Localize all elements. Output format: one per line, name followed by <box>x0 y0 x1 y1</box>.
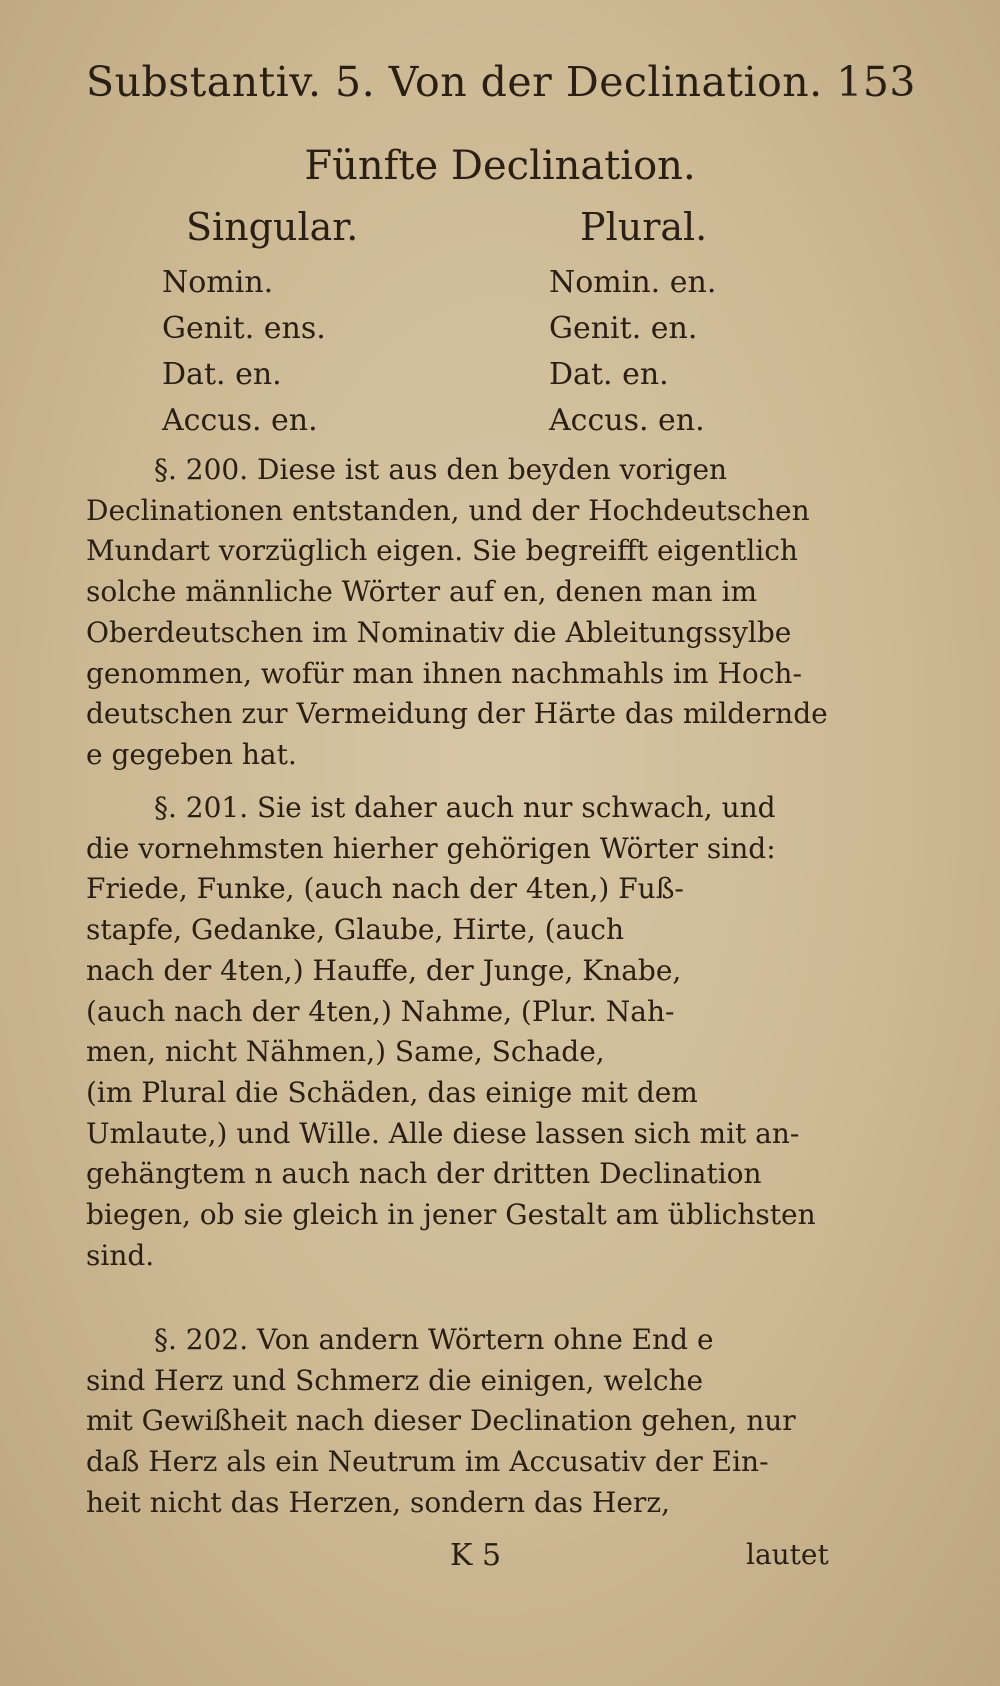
case-plural: Nomin. en. <box>549 265 717 300</box>
text-line: heit nicht das Herzen, sondern das Herz, <box>86 1485 670 1519</box>
case-plural: Accus. en. <box>549 403 705 438</box>
running-header: Substantiv. 5. Von der Declination. 153 <box>86 58 916 106</box>
text-line: Mundart vorzüglich eigen. Sie begreifft eigentlich <box>86 534 798 568</box>
text-line: (im Plural die Schäden, das einige mit dem <box>86 1075 698 1109</box>
text-line: solche männliche Wörter auf en, denen man im <box>86 575 758 609</box>
text-line: die vornehmsten hierher gehörigen Wörter sind: <box>86 831 776 865</box>
case-singular: Genit. ens. <box>162 311 326 346</box>
text-line: daß Herz als ein Neutrum im Accusativ der Ein- <box>86 1445 769 1479</box>
text-line: Declinationen entstanden, und der Hochdeutschen <box>86 493 810 527</box>
text-line: Umlaute,) und Wille. Alle diese lassen sich mit an- <box>86 1116 800 1150</box>
text-line: sind. <box>86 1238 155 1272</box>
signature-mark: K 5 <box>450 1538 502 1573</box>
section-title: Fünfte Declination. <box>304 143 696 189</box>
text-line: (auch nach der 4ten,) Nahme, (Plur. Nah- <box>86 994 675 1028</box>
plural-heading: Plural. <box>580 205 708 249</box>
text-line: biegen, ob sie gleich in jener Gestalt am üblichsten <box>86 1198 816 1232</box>
text-line: Oberdeutschen im Nominativ die Ableitungssylbe <box>86 615 792 649</box>
text-line: mit Gewißheit nach dieser Declination gehen, nur <box>86 1404 796 1438</box>
paragraph-201 <box>86 788 842 1276</box>
singular-heading: Singular. <box>186 205 359 249</box>
text-line: Friede, Funke, (auch nach der 4ten,) Fuß- <box>86 872 684 906</box>
text-line: sind Herz und Schmerz die einigen, welche <box>86 1363 704 1397</box>
text-line: §. 201. Sie ist daher auch nur schwach, und <box>154 791 776 824</box>
paragraph-200 <box>86 450 842 776</box>
text-line: deutschen zur Vermeidung der Härte das mildernde <box>86 697 828 731</box>
text-line: §. 202. Von andern Wörtern ohne End e <box>154 1323 714 1356</box>
case-singular: Accus. en. <box>162 403 318 438</box>
text-line: men, nicht Nähmen,) Same, Schade, <box>86 1035 605 1069</box>
text-line: e gegeben hat. <box>86 737 297 771</box>
text-line: gehängtem n auch nach der dritten Declination <box>86 1157 762 1191</box>
case-plural: Dat. en. <box>549 357 669 392</box>
case-singular: Dat. en. <box>162 357 282 392</box>
text-line: stapfe, Gedanke, Glaube, Hirte, (auch <box>86 913 624 947</box>
paragraph-202 <box>86 1320 842 1524</box>
text-line: nach der 4ten,) Hauffe, der Junge, Knabe, <box>86 953 682 987</box>
case-singular: Nomin. <box>162 265 274 300</box>
text-line: §. 200. Diese ist aus den beyden vorigen <box>154 453 728 486</box>
text-line: genommen, wofür man ihnen nachmahls im Hoch- <box>86 656 802 690</box>
catchword: lautet <box>746 1538 829 1571</box>
case-plural: Genit. en. <box>549 311 698 346</box>
